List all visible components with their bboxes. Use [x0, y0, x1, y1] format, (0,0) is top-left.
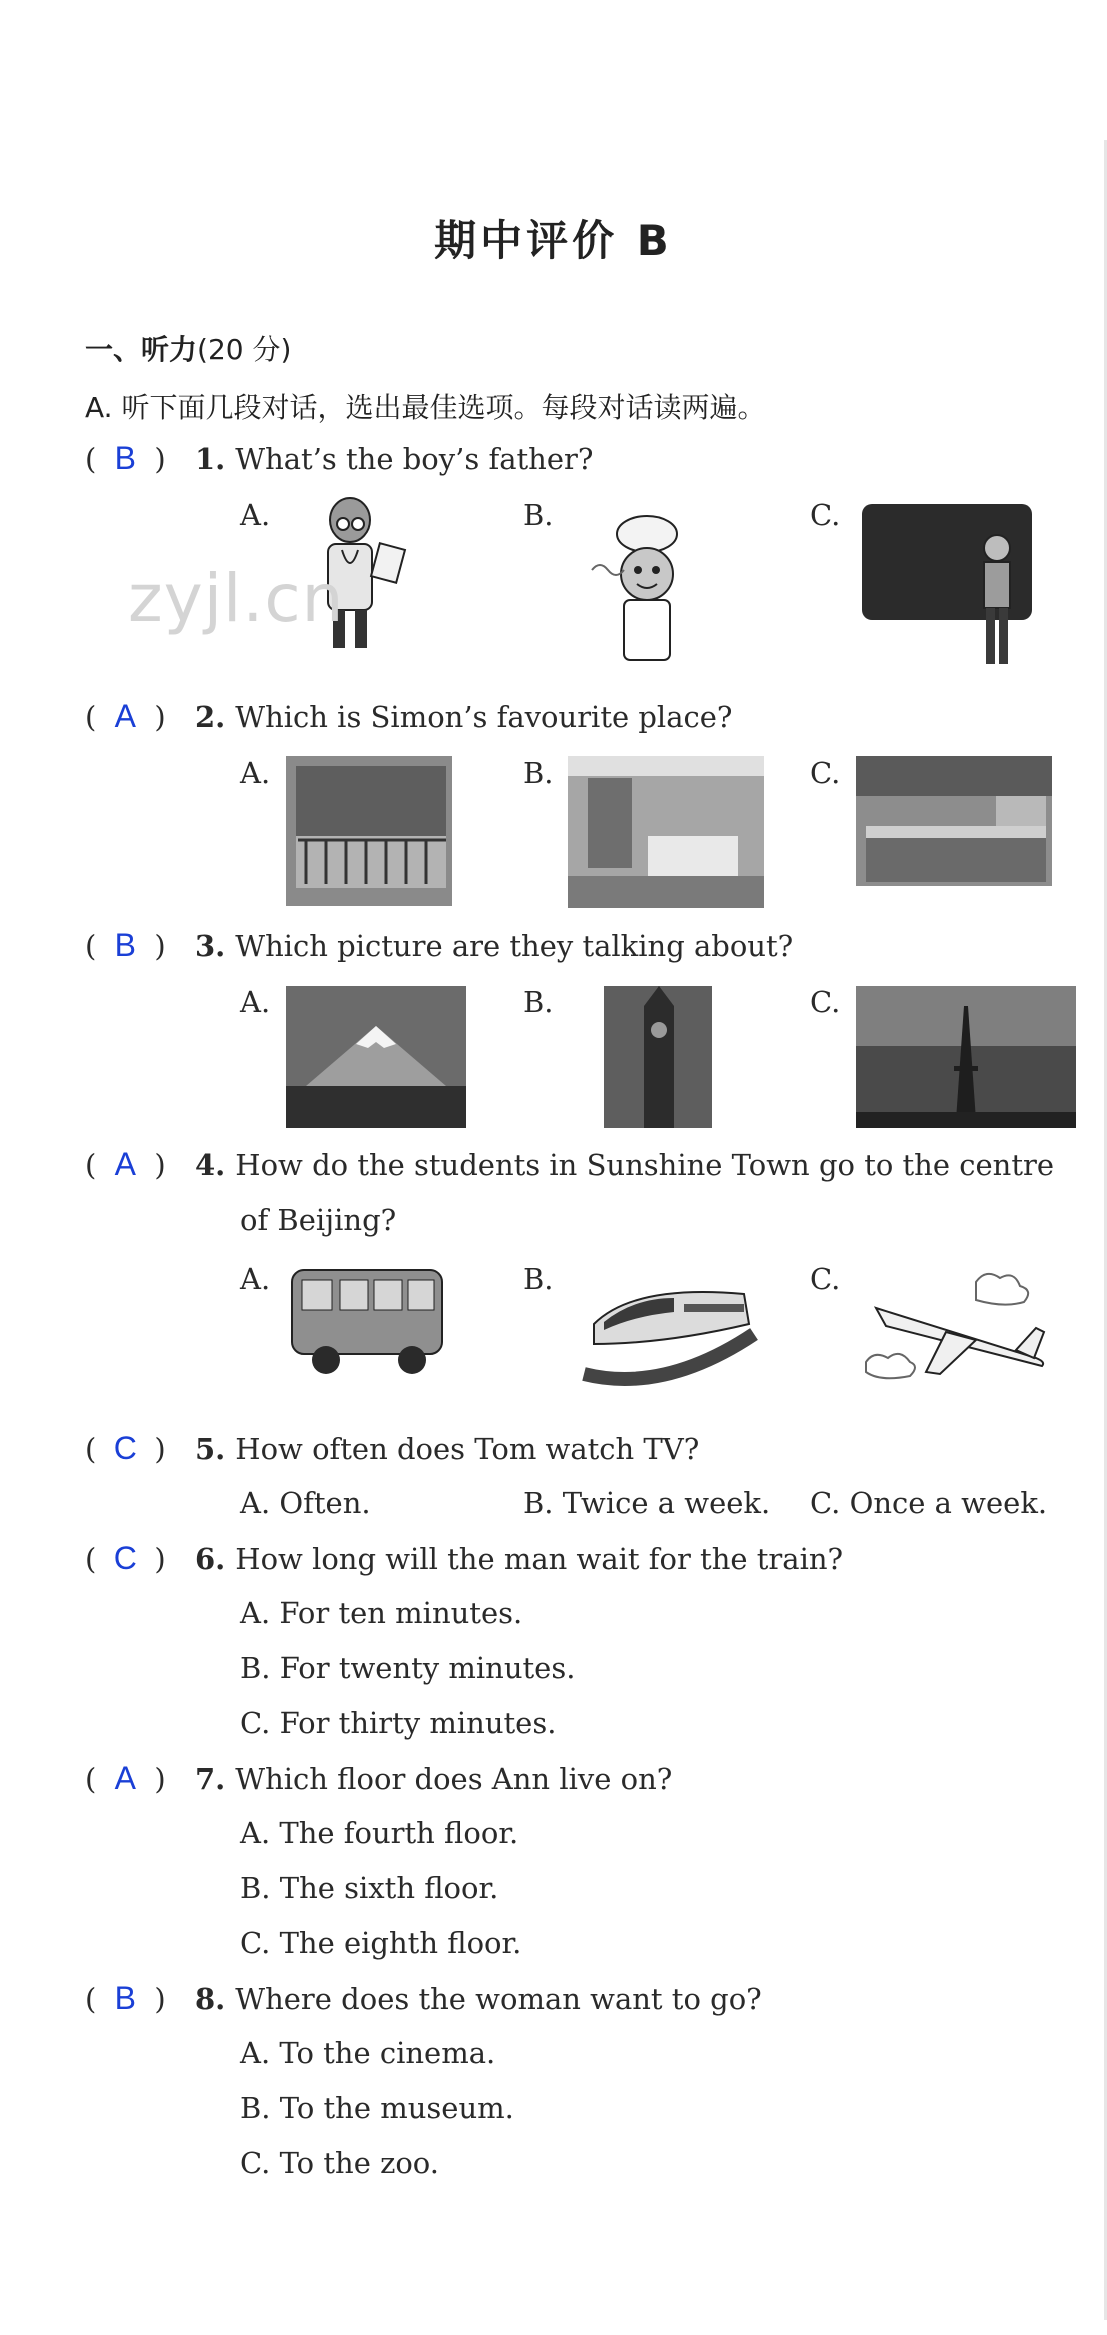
kitchen-photo [856, 756, 1052, 886]
answer-5: C [113, 1430, 137, 1466]
option-letter: A. [240, 498, 271, 532]
mountain-photo [286, 986, 466, 1128]
question-number: 3. [195, 929, 226, 963]
question-text: Which is Simon’s favourite place? [235, 700, 733, 734]
answer-bracket: ( B ) [85, 927, 166, 963]
option-a: A. The fourth floor. [240, 1816, 519, 1850]
option-letter: A. [240, 1262, 271, 1296]
question-7 [85, 1760, 672, 1797]
answer-bracket: ( C ) [85, 1430, 166, 1466]
answer-8: B [114, 1980, 136, 2016]
question-text-continued: of Beijing? [240, 1203, 397, 1237]
answer-bracket: ( C ) [85, 1540, 166, 1576]
answer-1: B [114, 440, 136, 476]
option-letter: B. [523, 1262, 554, 1296]
option-letter: B. [523, 985, 554, 1019]
page-title: 期中评价 B [434, 216, 673, 265]
option-a: A. Often. [240, 1486, 371, 1520]
instruction: A. 听下面几段对话，选出最佳选项。每段对话读两遍。 [85, 391, 766, 424]
airplane-picture [856, 1262, 1056, 1392]
option-c: C. Once a week. [810, 1486, 1048, 1520]
option-c: C. To the zoo. [240, 2146, 439, 2180]
answer-bracket: ( A ) [85, 1146, 166, 1182]
option-b: B. For twenty minutes. [240, 1651, 576, 1685]
question-text: How do the students in Sunshine Town go to the centre [235, 1148, 1054, 1182]
answer-7: A [114, 1760, 136, 1796]
question-2 [85, 698, 732, 735]
teacher-picture [862, 504, 1032, 668]
option-letter: C. [810, 1262, 841, 1296]
option-letter: B. [523, 498, 554, 532]
question-text: What’s the boy’s father? [235, 442, 594, 476]
train-picture [574, 1264, 768, 1394]
answer-bracket: ( A ) [85, 698, 166, 734]
option-a: A. For ten minutes. [240, 1596, 523, 1630]
section-score: (20 分) [197, 333, 292, 366]
bus-picture [286, 1256, 456, 1386]
question-text: Where does the woman want to go? [235, 1982, 762, 2016]
question-6 [85, 1540, 843, 1577]
option-c: C. For thirty minutes. [240, 1706, 557, 1740]
answer-3: B [114, 927, 136, 963]
option-letter: B. [523, 756, 554, 790]
option-letter: C. [810, 756, 841, 790]
answer-4: A [114, 1146, 136, 1182]
answer-bracket: ( A ) [85, 1760, 166, 1796]
option-letter: C. [810, 985, 841, 1019]
answer-6: C [113, 1540, 137, 1576]
answer-bracket: ( B ) [85, 1980, 166, 2016]
question-5 [85, 1430, 699, 1467]
chef-picture [582, 510, 712, 674]
question-text: How often does Tom watch TV? [235, 1432, 700, 1466]
question-number: 8. [195, 1982, 226, 2016]
option-b: B. Twice a week. [523, 1486, 771, 1520]
question-3 [85, 927, 793, 964]
question-4 [85, 1146, 1054, 1183]
option-a: A. To the cinema. [240, 2036, 496, 2070]
question-number: 7. [195, 1762, 226, 1796]
question-text: How long will the man wait for the train? [235, 1542, 844, 1576]
question-text: Which floor does Ann live on? [235, 1762, 673, 1796]
option-b: B. To the museum. [240, 2091, 514, 2125]
balcony-photo [286, 756, 452, 906]
question-text: Which picture are they talking about? [235, 929, 794, 963]
question-1 [85, 440, 593, 477]
section-label: 一、听力 [85, 333, 198, 366]
big-ben-photo [604, 986, 712, 1128]
option-letter: A. [240, 756, 271, 790]
question-number: 5. [195, 1432, 226, 1466]
answer-2: A [114, 698, 136, 734]
question-number: 2. [195, 700, 226, 734]
option-letter: C. [810, 498, 841, 532]
question-number: 1. [195, 442, 226, 476]
question-number: 6. [195, 1542, 226, 1576]
option-letter: A. [240, 985, 271, 1019]
option-c: C. The eighth floor. [240, 1926, 522, 1960]
section-heading [85, 328, 291, 368]
eiffel-tower-photo [856, 986, 1076, 1128]
answer-bracket: ( B ) [85, 440, 166, 476]
question-8 [85, 1980, 762, 2017]
watermark: zyjl.cn [128, 560, 345, 637]
question-number: 4. [195, 1148, 226, 1182]
option-b: B. The sixth floor. [240, 1871, 499, 1905]
bedroom-photo [568, 756, 764, 908]
